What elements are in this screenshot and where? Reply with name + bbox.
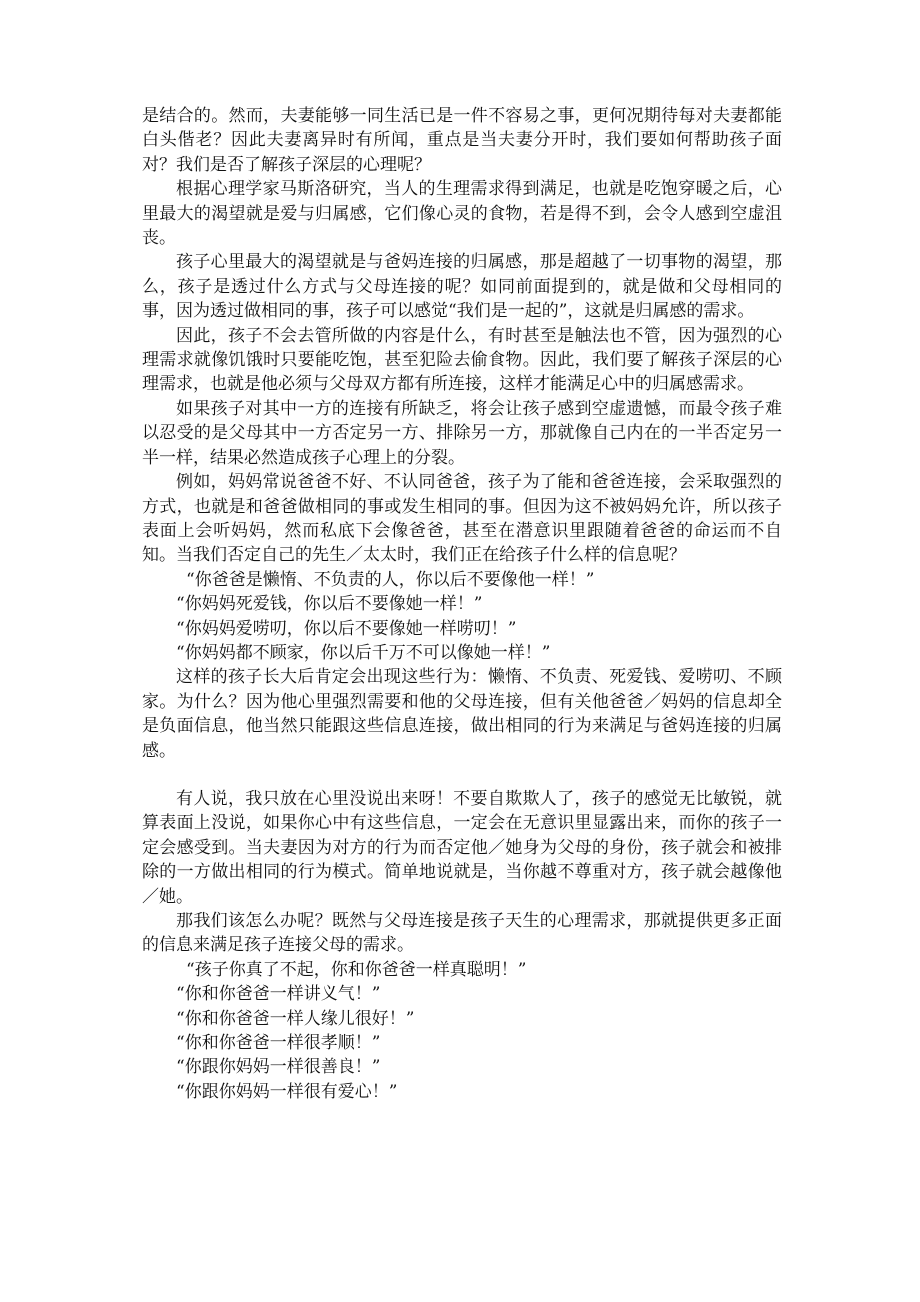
paragraph: 那我们该怎么办呢？既然与父母连接是孩子天生的心理需求，那就提供更多正面的信息来满足孩子连接父母的需求。 <box>142 911 782 956</box>
paragraph: 有人说，我只放在心里没说出来呀！不要自欺欺人了，孩子的感觉无比敏锐，就算表面上没说，如果你心中有这些信息，一定会在无意识里显露出来，而你的孩子一定会感受到。当夫妻因为对方的行为而否定他／她身为父母的身份，孩子就会和被排除的一方做出相同的行为模式。简单地说就是，当你越不尊重对方，孩子就会越像他／她。 <box>142 788 782 907</box>
paragraph: 孩子心里最大的渴望就是与爸妈连接的归属感，那是超越了一切事物的渴望，那么，孩子是透过什么方式与父母连接的呢？如同前面提到的，就是做和父母相同的事，因为透过做相同的事，孩子可以感觉“我们是一起的”，这就是归属感的需求。 <box>142 252 782 322</box>
quote-line: “你妈妈爱唠叨，你以后不要像她一样唠叨！” <box>176 618 517 639</box>
paragraph: 例如，妈妈常说爸爸不好、不认同爸爸，孩子为了能和爸爸连接，会采取强烈的方式，也就是和爸爸做相同的事或发生相同的事。但因为这不被妈妈允许，所以孩子表面上会听妈妈，然而私底下会像爸爸，甚至在潜意识里跟随着爸爸的命运而不自知。当我们否定自己的先生／太太时，我们正在给孩子什么样的信息呢？ <box>142 472 782 566</box>
quote-line: “你和你爸爸一样人缘儿很好！” <box>176 1008 415 1029</box>
paragraph: 是结合的。然而，夫妻能够一同生活已是一件不容易之事，更何况期待每对夫妻都能白头偕老？因此夫妻离异时有所闻，重点是当夫妻分开时，我们要如何帮助孩子面对？我们是否了解孩子深层的心理呢？ <box>142 106 782 175</box>
quote-line: “你爸爸是懒惰、不负责的人，你以后不要像他一样！” <box>186 569 595 590</box>
paragraph: 这样的孩子长大后肯定会出现这些行为：懒惰、不负责、死爱钱、爱唠叨、不顾家。为什么？因为他心里强烈需要和他的父母连接，但有关他爸爸／妈妈的信息却全是负面信息，他当然只能跟这些信息连接，做出相同的行为来满足与爸妈连接的归属感。 <box>142 667 782 761</box>
paragraph: 因此，孩子不会去管所做的内容是什么，有时甚至是触法也不管，因为强烈的心理需求就像饥饿时只要能吃饱，甚至犯险去偷食物。因此，我们要了解孩子深层的心理需求，也就是他必须与父母双方都有所连接，这样才能满足心中的归属感需求。 <box>142 325 782 395</box>
quote-line: “孩子你真了不起，你和你爸爸一样真聪明！” <box>186 959 527 980</box>
quote-line: “你和你爸爸一样很孝顺！” <box>176 1033 381 1054</box>
quote-line: “你跟你妈妈一样很有爱心！” <box>176 1081 398 1102</box>
quote-line: “你妈妈都不顾家，你以后千万不可以像她一样！” <box>176 642 551 663</box>
quote-line: “你和你爸爸一样讲义气！” <box>176 984 381 1005</box>
paragraph: 如果孩子对其中一方的连接有所缺乏，将会让孩子感到空虚遗憾，而最令孩子难以忍受的是父母其中一方否定另一方、排除另一方，那就像自己内在的一半否定另一半一样，结果必然造成孩子心理上的分裂。 <box>142 398 782 468</box>
quote-line: “你妈妈死爱钱，你以后不要像她一样！” <box>176 594 483 615</box>
paragraph: 根据心理学家马斯洛研究，当人的生理需求得到满足，也就是吃饱穿暖之后，心里最大的渴望就是爱与归属感，它们像心灵的食物，若是得不到，会令人感到空虚沮丧。 <box>142 179 782 249</box>
blank-line <box>142 763 782 787</box>
document-page <box>142 104 782 1104</box>
quote-line: “你跟你妈妈一样很善良！” <box>176 1057 381 1078</box>
